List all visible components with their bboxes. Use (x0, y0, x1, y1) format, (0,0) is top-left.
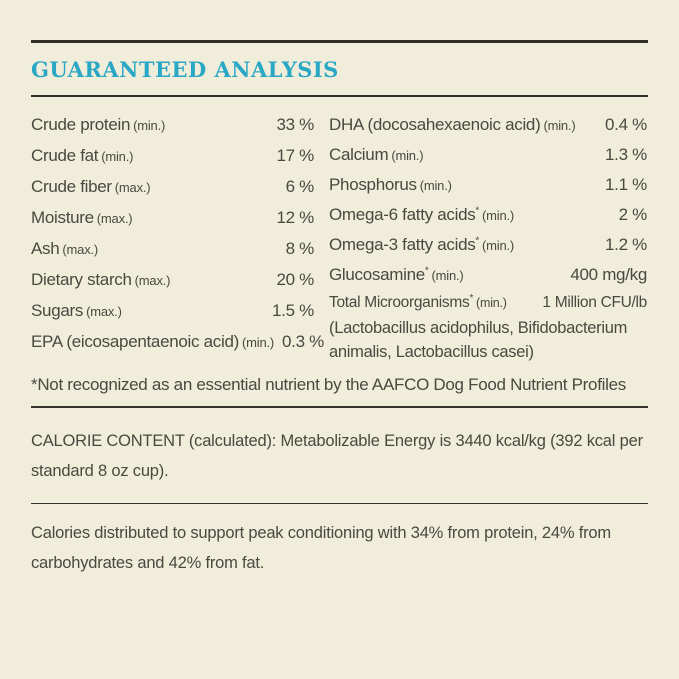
nutrient-label: Calcium (329, 145, 389, 164)
nutrient-value: 6 % (285, 177, 314, 196)
nutrient-note: (min.) (419, 178, 452, 193)
asterisk-marker: * (475, 235, 480, 247)
nutrient-note: (min.) (476, 296, 507, 310)
analysis-column-right (329, 110, 647, 364)
nutrient-note: (min.) (242, 335, 275, 350)
nutrient-label: Crude fiber (31, 177, 112, 196)
nutrient-note: (min.) (391, 148, 424, 163)
divider-after-footnote (31, 406, 648, 408)
analysis-row-crude-protein (31, 110, 314, 141)
microorganisms-species-list: (Lactobacillus acidophilus, Bifidobacterium animalis, Lactobacillus casei) (329, 319, 628, 361)
nutrient-label: Sugars (31, 301, 84, 320)
nutrient-note: (max.) (62, 242, 99, 257)
nutrient-label: Ash (31, 239, 60, 258)
divider-after-calorie-content (31, 503, 648, 505)
nutrient-value: 2 % (618, 205, 647, 224)
nutrient-label: DHA (docosahexaenoic acid) (329, 115, 541, 134)
nutrient-label: Omega-6 fatty acids (329, 205, 476, 224)
nutrient-value: 20 % (276, 270, 314, 289)
nutrient-note: (min.) (482, 208, 515, 223)
nutrient-value: 400 mg/kg (570, 265, 647, 284)
nutrient-label: Dietary starch (31, 270, 132, 289)
nutrient-value: 8 % (285, 239, 314, 258)
analysis-row-dietary-starch (31, 265, 314, 296)
nutrient-note: (max.) (96, 211, 133, 226)
nutrient-value: 1.3 % (605, 145, 647, 164)
calorie-content-text: CALORIE CONTENT (calculated): Metabolizable Energy is 3440 kcal/kg (392 kcal per standard 8 oz cup). (31, 431, 643, 480)
nutrient-value: 1.1 % (605, 175, 647, 194)
nutrient-note: (min.) (101, 149, 134, 164)
nutrient-label: Crude fat (31, 146, 99, 165)
nutrient-label: Total Microorganisms (329, 294, 470, 311)
nutrient-value: 1.5 % (272, 301, 314, 320)
nutrient-label: Crude protein (31, 115, 131, 134)
nutrient-value: 12 % (276, 208, 314, 227)
nutrient-value: 33 % (276, 115, 314, 134)
analysis-row-glucosamine (329, 260, 647, 290)
analysis-row-ash (31, 234, 314, 265)
nutrient-label: Moisture (31, 208, 94, 227)
nutrient-value: 17 % (276, 146, 314, 165)
calorie-distribution-text: Calories distributed to support peak conditioning with 34% from protein, 24% from carbohydrates and 42% from fat. (31, 524, 611, 572)
analysis-row-sugars (31, 296, 314, 327)
nutrient-label: Omega-3 fatty acids (329, 235, 476, 254)
analysis-row-phosphorus (329, 170, 647, 200)
asterisk-marker: * (424, 265, 429, 277)
analysis-row-epa (31, 327, 325, 358)
asterisk-marker: * (475, 205, 480, 217)
nutrient-note: (max.) (134, 273, 171, 288)
analysis-row-total-microorganisms (329, 290, 647, 316)
analysis-row-calcium (329, 140, 647, 170)
analysis-row-crude-fat (31, 141, 314, 172)
divider-top (31, 40, 648, 43)
nutrient-note: (min.) (482, 238, 515, 253)
analysis-row-omega-3 (329, 230, 647, 260)
analysis-row-omega-6 (329, 200, 647, 230)
nutrient-note: (min.) (543, 118, 576, 133)
nutrient-value: 1.2 % (605, 235, 647, 254)
nutrient-value: 1 Million CFU/lb (542, 294, 647, 311)
nutrient-note: (max.) (114, 180, 151, 195)
analysis-row-crude-fiber (31, 172, 314, 203)
asterisk-marker: * (469, 292, 474, 304)
nutrient-note: (min.) (133, 118, 166, 133)
analysis-table (31, 110, 647, 364)
aafco-footnote: *Not recognized as an essential nutrient by the AAFCO Dog Food Nutrient Profiles (31, 375, 626, 394)
divider-under-heading (31, 95, 648, 98)
nutrient-note: (min.) (431, 268, 464, 283)
nutrient-label: EPA (eicosapentaenoic acid) (31, 332, 239, 351)
analysis-column-left (31, 110, 325, 364)
nutrient-label: Glucosamine (329, 265, 425, 284)
nutrient-note: (max.) (86, 304, 122, 319)
nutrient-label: Phosphorus (329, 175, 417, 194)
guaranteed-analysis-panel (0, 40, 679, 679)
analysis-row-moisture (31, 203, 314, 234)
nutrient-value: 0.4 % (605, 115, 647, 134)
page-title: GUARANTEED ANALYSIS (31, 56, 339, 82)
analysis-row-dha (329, 110, 647, 140)
nutrient-value: 0.3 % (282, 332, 325, 351)
